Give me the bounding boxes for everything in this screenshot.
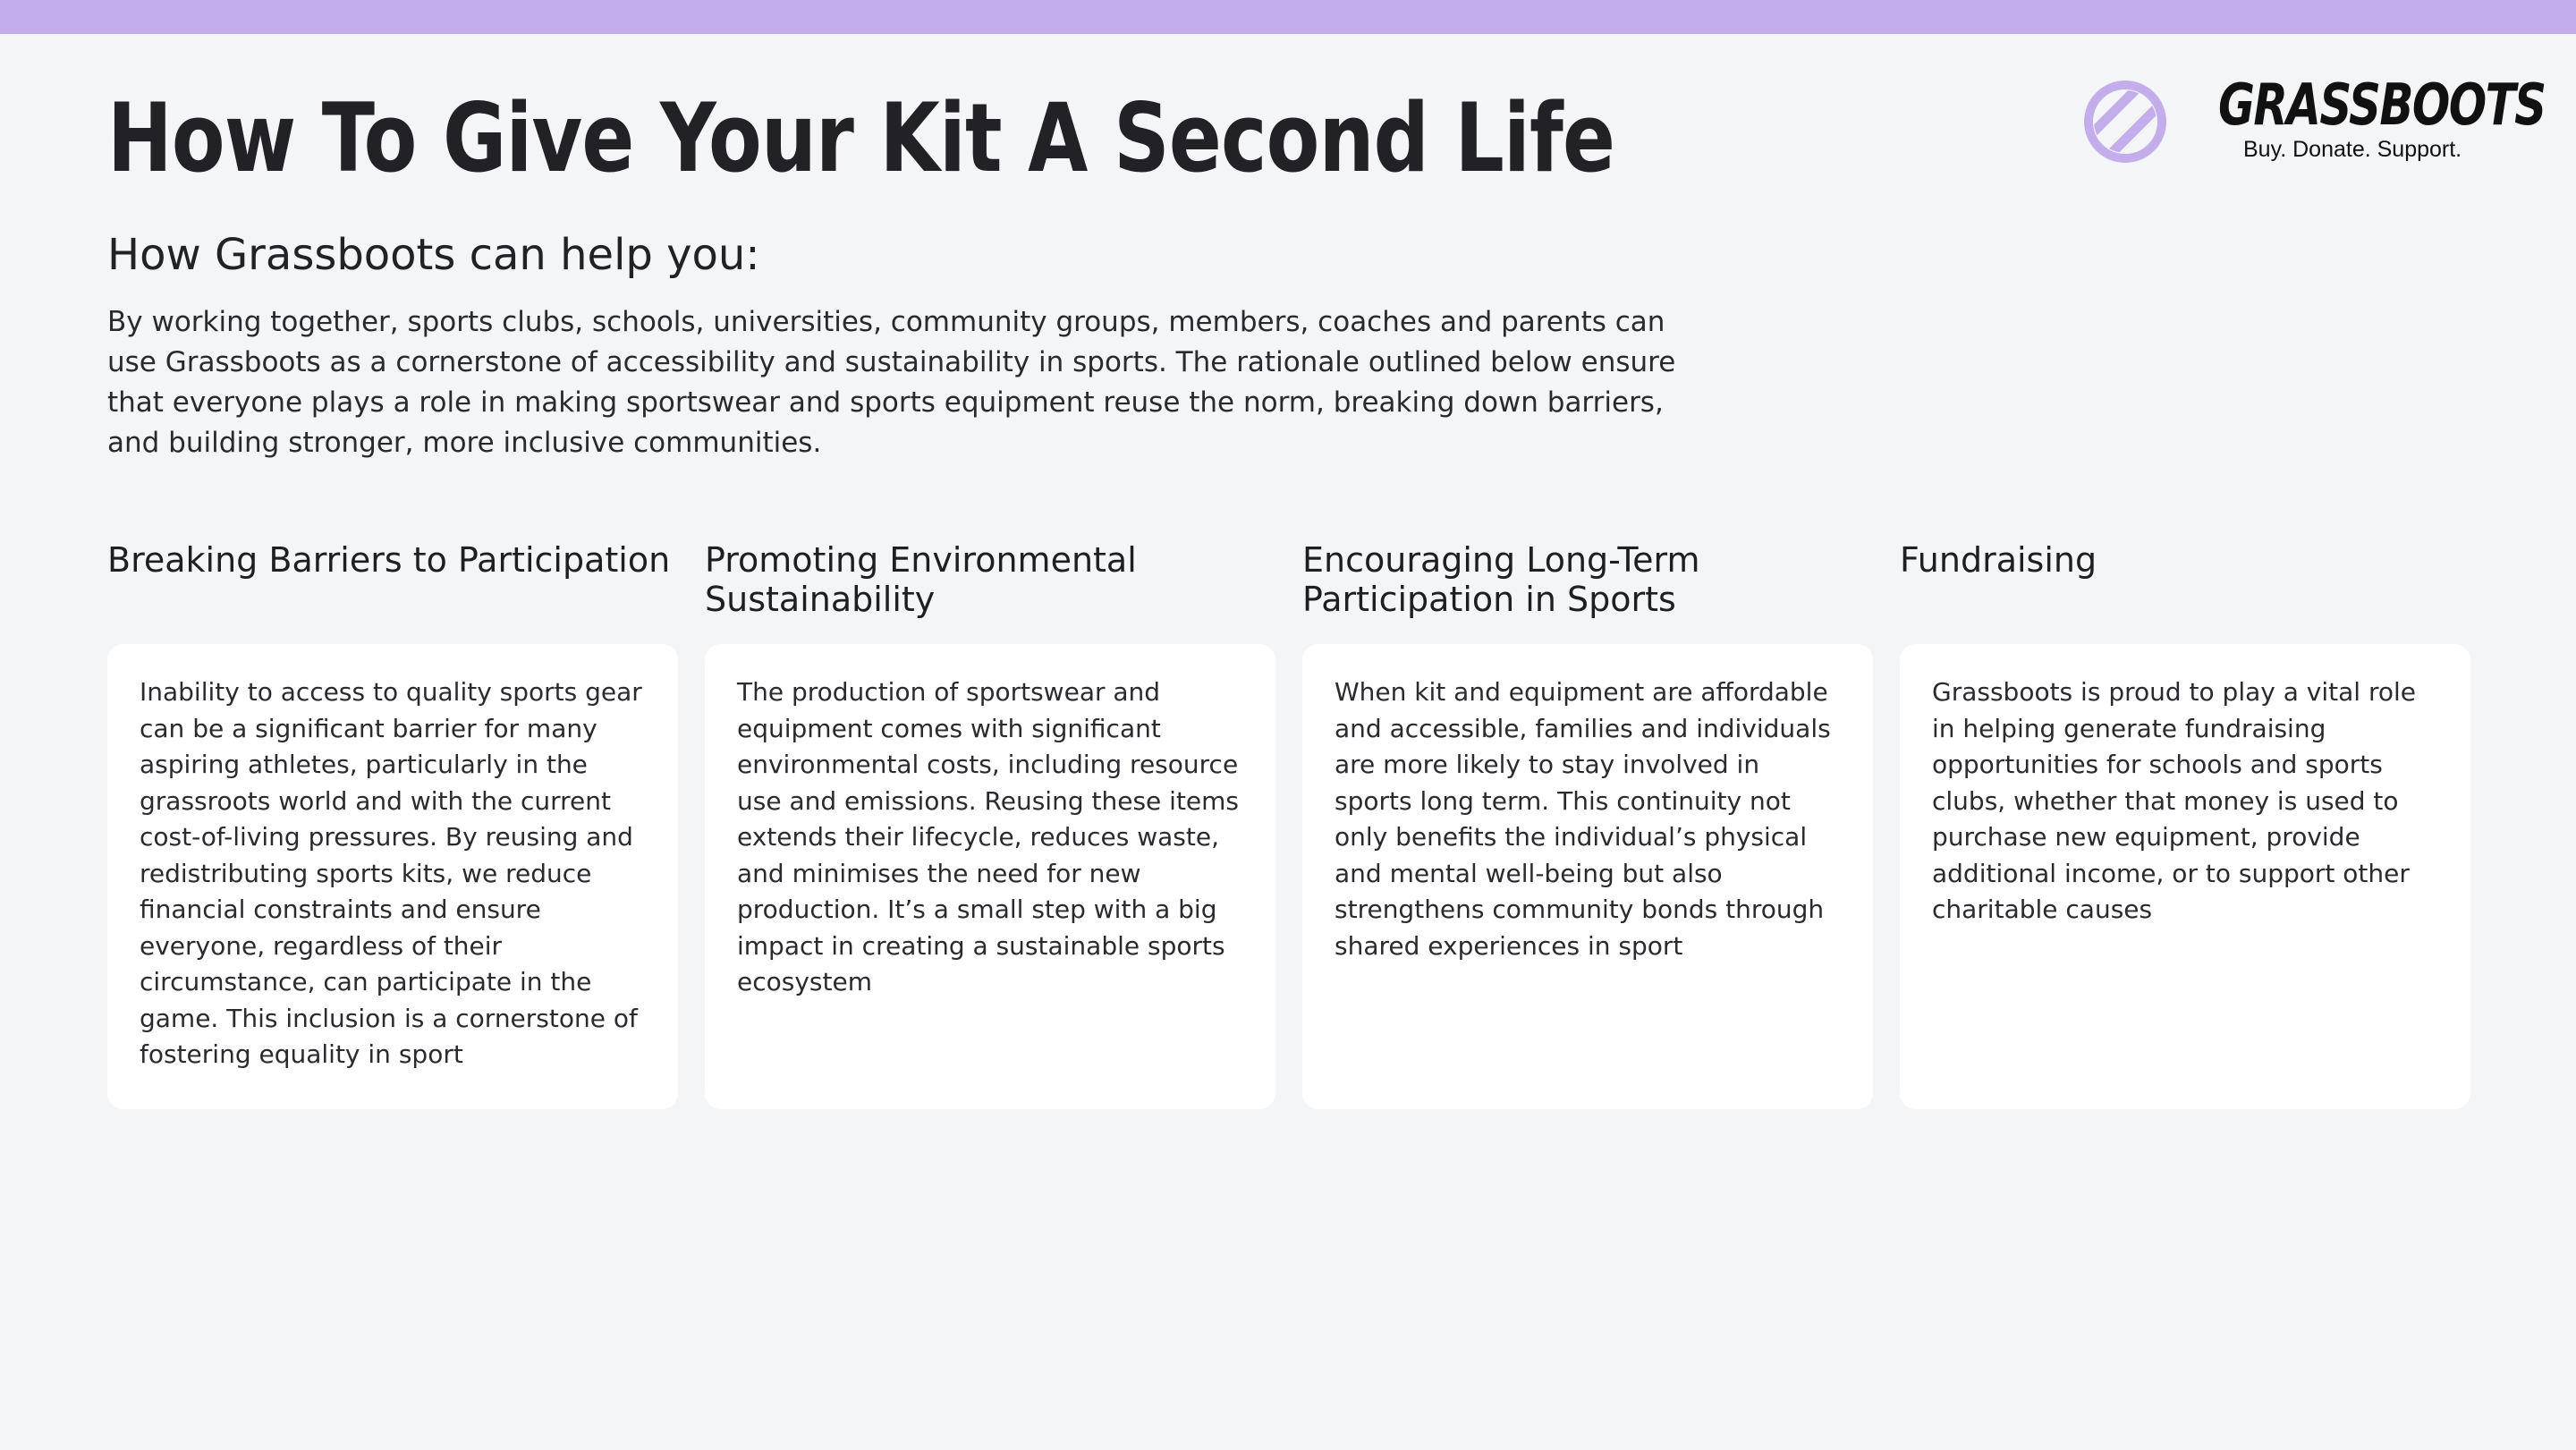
benefit-columns: [107, 540, 2469, 1113]
logo-wordmark: GRASSBOOTS: [2218, 72, 2546, 139]
column-card: [1302, 644, 1873, 1109]
column-card: [1900, 644, 2470, 1109]
intro-paragraph: By working together, sports clubs, schools, universities, community groups, members, coaches and parents can use Grassboots as a cornerstone of accessibility and sustainability in sports. The rationale outlined below ensure that everyone plays a role in making sportswear and sports equipment reuse the norm, breaking down barriers, and building stronger, more inclusive communities.: [107, 306, 1676, 459]
striped-circle-icon: [2084, 81, 2166, 163]
grassboots-logo: [2084, 72, 2546, 168]
column-card-text: Grassboots is proud to play a vital role in helping generate fundraising opportunities for schools and sports clubs, whether that money is used to purchase new equipment, provide additional income, or to support other charitable causes: [1932, 677, 2416, 924]
top-accent-bar: [0, 0, 2576, 34]
column-fundraising: [1900, 540, 2470, 924]
column-heading: Breaking Barriers to Participation: [107, 540, 671, 580]
column-environmental-sustainability: [705, 540, 1275, 996]
column-long-term-participation: [1302, 540, 1873, 961]
section-heading: How Grassboots can help you:: [107, 230, 760, 280]
page-title: How To Give Your Kit A Second Life: [107, 83, 1615, 193]
column-card: [705, 644, 1275, 1109]
logo-tagline: Buy. Donate. Support.: [2243, 137, 2462, 162]
column-card-text: Inability to access to quality sports gear can be a significant barrier for many aspiring athletes, particularly in the grassroots world and with the current cost-of-living pressures. By reusing and redistributing sports kits, we reduce financial constraints and ensure everyone, regardless of their circumstance, can participate in the game. This inclusion is a cornerstone of fostering equality in sport: [140, 677, 642, 1069]
column-heading: Encouraging Long-Term Participation in Sports: [1302, 540, 1700, 619]
column-heading: Fundraising: [1900, 540, 2097, 580]
column-card: [107, 644, 678, 1109]
column-card-text: The production of sportswear and equipment comes with significant environmental costs, including resource use and emissions. Reusing these items extends their lifecycle, reduces waste, and minimises the need for new production. It’s a small step with a big impact in creating a sustainable sports ecosystem: [737, 677, 1240, 996]
column-breaking-barriers: [107, 540, 678, 1069]
column-card-text: When kit and equipment are affordable and accessible, families and individuals are more likely to stay involved in sports long term. This continuity not only benefits the individual’s physical and mental well-being but also strengthens community bonds through shared experiences in sport: [1335, 677, 1831, 961]
column-heading: Promoting Environmental Sustainability: [705, 540, 1137, 619]
